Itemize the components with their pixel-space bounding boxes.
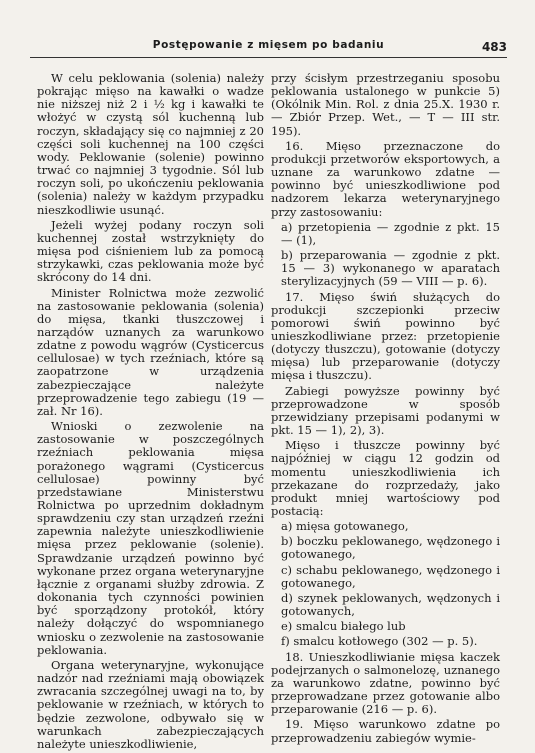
paragraph: 16. Mięso przeznaczone do produkcji przetworów eksportowych, a uznane za warunkowo zdatne — powinno być unieszkodliwione pod nadzorem lekarza weterynaryjnego przy zastosowaniu: [271,138,500,219]
left-column [37,72,264,753]
list-item: d) szynek peklowanych, wędzonych i gotowanych, [281,590,500,619]
paragraph: 17. Mięso świń służących do produkcji szczepionki przeciw pomorowi świń powinno być unieszkodliwiane przez: przetopienie (dotyczy tłuszczu), gotowanie (dotyczy mięsa) lub przeparowanie (dotyczy mięsa i tłuszczu). [271,289,500,383]
list-item: c) schabu peklowanego, wędzonego i gotowanego, [281,562,500,590]
page-number: 483 [481,40,507,54]
paragraph: 18. Unieszkodliwianie mięsa kaczek podejrzanych o salmonelozę, uznanego za warunkowo zdatne, powinno być przeprowadzane przez gotowanie albo przeparowanie (216 — p. 6). [271,649,500,717]
list-item: e) smalcu białego lub [281,619,406,634]
paragraph-continuation: przy ścisłym przestrzeganiu sposobu peklowania ustalonego w punkcie 5) (Okólnik Min. Rol. z dnia 25.X. 1930 r. — Zbiór Przep. Wet., — T — III str. 195). [271,71,500,138]
list-item: a) mięsa gotowanego, [281,519,409,534]
paragraph: Wnioski o zezwolenie na zastosowanie w poszczególnych rzeźniach peklowania mięsa porażonego wągrami (Cysticercus cellulosae) powinny być przedstawiane Ministerstwu Rolnictwa po uprzednim dokładnym sprawdzeniu czy stan urządzeń rzeźni zapewnia należyte unieszkodliwienie mięsa przez peklowanie (solenie). Sprawdzanie urządzeń powinno być wykonane przez organa weterynaryjne łącznie z organami służby zdrowia. Z dokonania tych czynności powinien być sporządzony protokół, który należy dołączyć do wspomnianego wniosku o zezwolenie na zastosowanie peklowania. [37,419,264,657]
running-header [30,37,507,58]
right-column [271,72,500,747]
paragraph: W celu peklowania (solenia) należy pokrając mięso na kawałki o wadze nie niższej niż 2 i ½ kg i kawałki te włożyć w czystą sól kuchenną lub roczyn, składający się co najmniej z 20 części soli kuchennej na 100 części wody. Peklowanie (solenie) powinno trwać co najmniej 3 tygodnie. Sól lub roczyn soli, po ukończeniu peklowania (solenia) należy w każdym przypadku nieszkodliwie usunąć. [37,71,264,217]
paragraph: Zabiegi powyższe powinny być przeprowadzone w sposób przewidziany przepisami podanymi w pkt. 15 — 1), 2), 3). [271,383,500,438]
paragraph: 19. Mięso warunkowo zdatne po przeprowadzeniu zabiegów wymie- [271,717,500,745]
running-title: Postępowanie z mięsem po badaniu [152,39,385,51]
paragraph: Minister Rolnictwa może zezwolić na zastosowanie peklowania (solenia) do mięsa, tkanki tłuszczowej i narządów uznanych za warunkowo zdatne z powodu wągrów (Cysticercus cellulosae) w tych rzeźniach, które są zaopatrzone w urządzenia zabezpieczające należyte przeprowadzenie tego zabiegu (19 — zał. Nr 16). [37,285,264,418]
paragraph: Jeżeli wyżej podany roczyn soli kuchennej został wstrzyknięty do mięsa pod ciśnieniem lub za pomocą strzykawki, czas peklowania może być skrócony do 14 dni. [37,217,264,285]
list-item: b) przeparowania — zgodnie z pkt. 15 — 3) wykonanego w aparatach sterylizacyjnych (59 — VIII — p. 6). [281,248,500,289]
paragraph: Mięso i tłuszcze powinny być najpóźniej w ciągu 12 godzin od momentu unieszkodliwienia ich przekazane do rozprzedaży, jako produkt mniej wartościowy pod postacią: [271,438,500,518]
paragraph: Organa weterynaryjne, wykonujące nadzór nad rzeźniami mają obowiązek zwracania szczególnej uwagi na to, by peklowanie w rzeźniach, w których to będzie zezwolone, odbywało się w warunkach zabezpieczających należyte unieszkodliwienie, [37,657,264,751]
list-item: f) smalcu kotłowego (302 — p. 5). [281,634,478,649]
list-item: b) boczku peklowanego, wędzonego i gotowanego, [281,534,500,562]
list-item: a) przetopienia — zgodnie z pkt. 15 — (1), [281,219,500,247]
